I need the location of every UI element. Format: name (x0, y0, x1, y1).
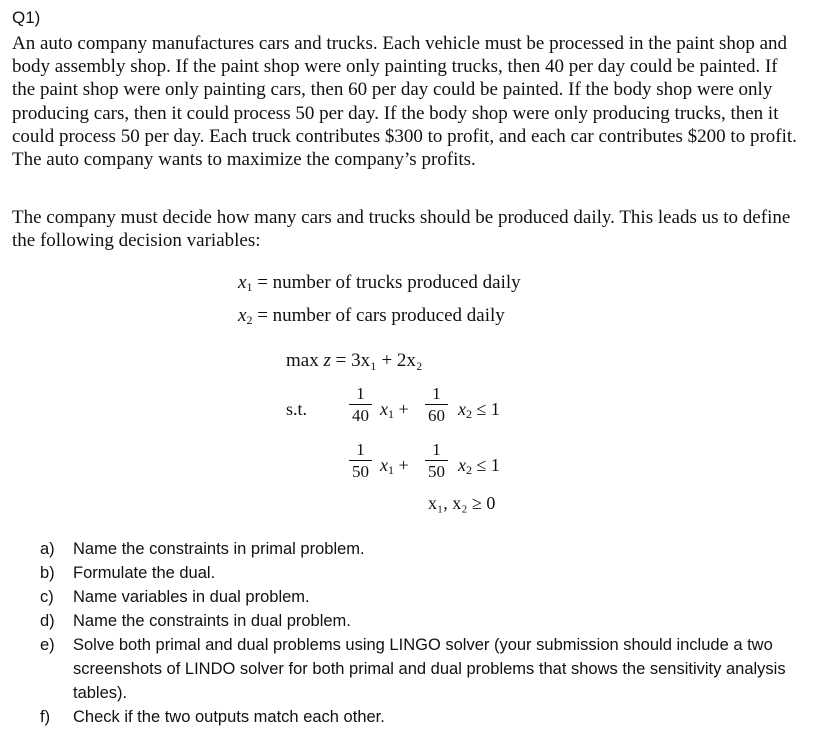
item-letter: f) (40, 708, 51, 726)
objective-expression: = 3x₁ + 2x₂ (335, 350, 423, 371)
denominator: 60 (428, 406, 445, 425)
variable-meaning: = number of trucks produced daily (257, 272, 521, 293)
problem-description: An auto company manufactures cars and trucks. Each vehicle must be processed in the paint shop and body assembly shop. If the paint shop were only painting trucks, then 40 per day could be painted. If the paint shop were only painting cars, then 60 per day could be painted. If the body shop were only producing cars, then it could process 50 per day. If the body shop were only producing trucks, then it could process 50 per day. Each truck contributes $300 to profit, and each car contributes $200 to profit. The auto company wants to maximize the company’s profits. (12, 33, 797, 171)
list-item (40, 537, 810, 561)
item-text: Formulate the dual. (73, 564, 216, 582)
list-item (40, 609, 810, 633)
denominator: 50 (428, 462, 445, 481)
objective-variable: z (323, 350, 331, 371)
variable-symbol: x (238, 305, 247, 326)
nonnegativity-constraint: x₁, x₂ ≥ 0 (428, 493, 496, 513)
constraint2-coef2 (425, 440, 448, 481)
numerator: 1 (432, 384, 441, 403)
constraint2-term2: $x_2 \le 1$ (458, 455, 500, 477)
list-item (40, 585, 810, 609)
variable-subscript: 2 (246, 313, 253, 327)
item-letter: c) (40, 588, 54, 606)
list-item (40, 561, 810, 585)
constraint1-coef1 (349, 384, 372, 425)
constraint2-term1: $x_1$ + (380, 455, 409, 477)
item-text: Solve both primal and dual problems using LINGO solver (your submission should include a two screenshots of LINDO solver for both primal and dual problems that shows the sensitivity analysis tables). (73, 636, 786, 702)
objective-prefix: max (286, 350, 319, 371)
item-letter: e) (40, 636, 55, 654)
item-text: Check if the two outputs match each other. (73, 708, 385, 726)
operator: + (398, 399, 409, 419)
question-label: Q1) (12, 8, 41, 27)
variable-symbol: x (238, 272, 247, 293)
item-letter: d) (40, 612, 55, 630)
question-list (40, 537, 810, 729)
denominator: 50 (352, 462, 369, 481)
numerator: 1 (432, 440, 441, 459)
numerator: 1 (356, 384, 365, 403)
constraint1-coef2 (425, 384, 448, 425)
list-item (40, 705, 810, 729)
list-item (40, 633, 810, 705)
denominator: 40 (352, 406, 369, 425)
operator: + (398, 455, 409, 475)
variable-meaning: = number of cars produced daily (257, 305, 505, 326)
variable-definition-x1 (238, 272, 521, 294)
constraint2-coef1 (349, 440, 372, 481)
constraint-rhs: ≤ 1 (476, 455, 500, 475)
constraint1-term1: $x_1$ + (380, 399, 409, 421)
numerator: 1 (356, 440, 365, 459)
item-text: Name the constraints in primal problem. (73, 540, 365, 558)
item-text: Name the constraints in dual problem. (73, 612, 351, 630)
constraint-rhs: ≤ 1 (476, 399, 500, 419)
objective-function (286, 350, 423, 372)
decision-intro: The company must decide how many cars and trucks should be produced daily. This leads us to define the following decision variables: (12, 207, 791, 252)
item-letter: b) (40, 564, 55, 582)
variable-subscript: 1 (246, 280, 253, 294)
constraint1-term2: $x_2 \le 1$ (458, 399, 500, 421)
variable-definition-x2 (238, 305, 505, 327)
item-letter: a) (40, 540, 55, 558)
subject-to-label: s.t. (286, 399, 308, 419)
item-text: Name variables in dual problem. (73, 588, 310, 606)
